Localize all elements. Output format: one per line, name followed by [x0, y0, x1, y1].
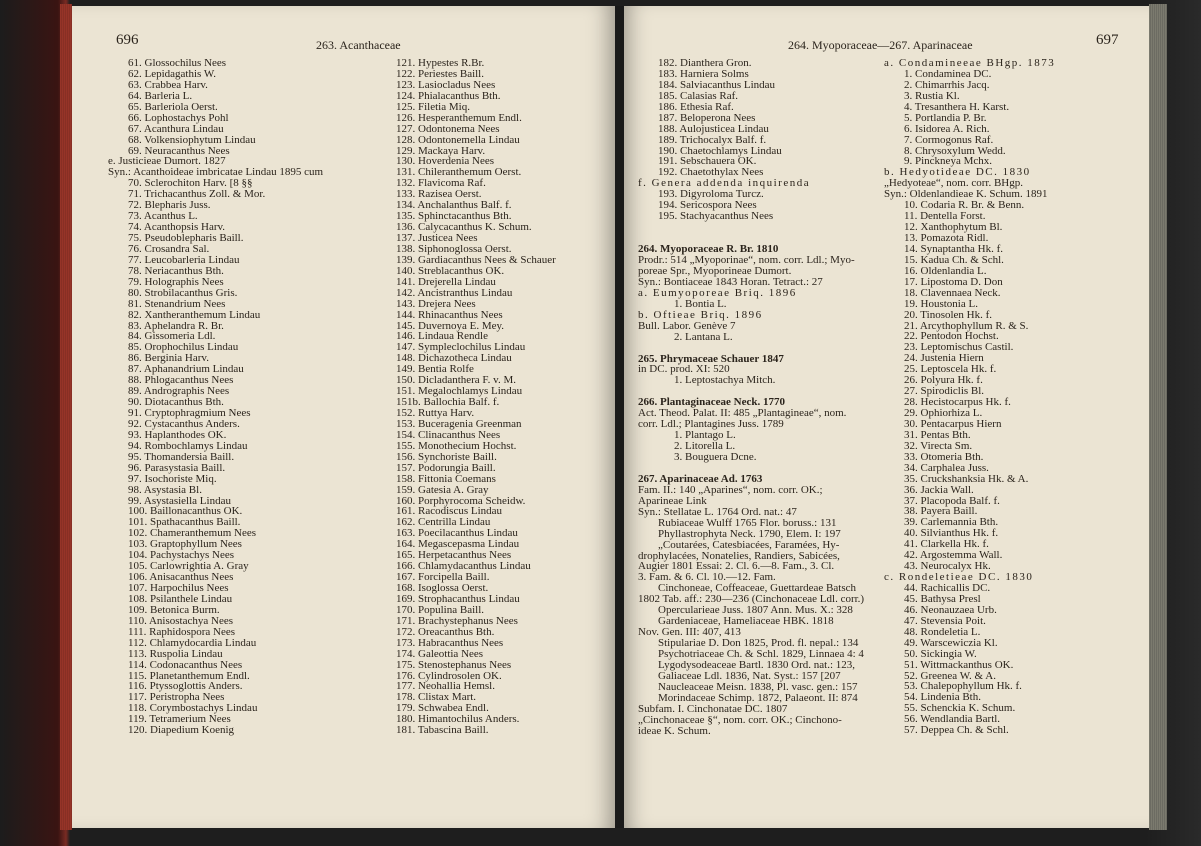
- list-entry: 126. Hesperanthemum Endl.: [396, 111, 522, 124]
- list-entry: Bull. Labor. Genève 7: [638, 319, 736, 332]
- list-entry: 177. Neohallia Hemsl.: [396, 680, 495, 693]
- list-entry: 141. Drejerella Lindau: [396, 275, 496, 288]
- list-entry: Psychotriaceae Ch. & Schl. 1829, Linnaea 4: 4: [658, 647, 864, 660]
- list-entry: 72. Blepharis Juss.: [128, 199, 211, 212]
- family-heading: 266. Plantaginaceae Neck. 1770: [638, 396, 785, 409]
- list-entry: 29. Ophiorhiza L.: [904, 407, 983, 419]
- page-number: 696: [116, 32, 139, 48]
- section-heading: a. Eumyoporeae Briq. 1896: [638, 286, 797, 299]
- list-entry: 153. Buceragenia Greenman: [396, 417, 522, 430]
- list-entry: 102. Chameranthemum Nees: [128, 527, 256, 540]
- list-entry: 39. Carlemannia Bth.: [904, 516, 999, 529]
- list-entry: 168. Isoglossa Oerst.: [396, 582, 489, 594]
- list-entry: 97. Isochoriste Miq.: [128, 472, 217, 485]
- list-entry: 167. Forcipella Baill.: [396, 571, 490, 584]
- list-entry: 166. Chlamydacanthus Lindau: [396, 560, 531, 573]
- list-entry: 27. Spirodiclis Bl.: [904, 385, 985, 398]
- list-entry: 154. Clinacanthus Nees: [396, 428, 501, 441]
- list-entry: 69. Neuracanthus Nees: [128, 144, 230, 157]
- list-entry: 162. Centrilla Lindau: [396, 516, 491, 529]
- list-entry: 146. Lindaua Rendle: [396, 330, 488, 343]
- family-heading: 265. Phrymaceae Schauer 1847: [638, 352, 784, 365]
- list-entry: 157. Podorungia Baill.: [396, 461, 496, 474]
- list-entry: 77. Leucobarleria Lindau: [128, 253, 240, 266]
- list-entry: 136. Calycacanthus K. Schum.: [396, 221, 532, 234]
- list-entry: 165. Herpetacanthus Nees: [396, 549, 512, 562]
- list-entry: 178. Clistax Mart.: [396, 691, 477, 704]
- list-entry: 50. Sickingia W.: [904, 647, 977, 660]
- list-entry: 186. Ethesia Raf.: [658, 100, 734, 113]
- text-column-2: [884, 58, 1146, 736]
- list-entry: 83. Aphelandra R. Br.: [128, 319, 224, 332]
- list-entry: Nov. Gen. III: 407, 413: [638, 626, 741, 639]
- list-entry: 53. Chalepophyllum Hk. f.: [904, 680, 1022, 693]
- list-entry: 121. Hypestes R.Br.: [396, 57, 485, 69]
- list-entry: 106. Anisacanthus Nees: [128, 571, 234, 584]
- list-entry: 17. Lipostoma D. Don: [904, 275, 1003, 288]
- list-entry: 21. Arcythophyllum R. & S.: [904, 319, 1029, 332]
- list-entry: 183. Harniera Solms: [658, 67, 749, 80]
- list-entry: 44. Rachicallis DC.: [904, 582, 991, 594]
- list-entry: 172. Oreacanthus Bth.: [396, 625, 495, 638]
- list-entry: in DC. prod. XI: 520: [638, 363, 730, 376]
- list-entry: 101. Spathacanthus Baill.: [128, 516, 241, 529]
- list-entry: 25. Leptoscela Hk. f.: [904, 363, 997, 376]
- list-entry: 62. Lepidagathis W.: [128, 67, 216, 80]
- list-entry: Lygodysodeaceae Bartl. 1830 Ord. nat.: 123,: [658, 658, 856, 671]
- list-entry: 3. Rustia Kl.: [904, 89, 960, 102]
- list-entry: 143. Drejera Nees: [396, 297, 476, 310]
- list-entry: 65. Barleriola Oerst.: [128, 100, 218, 113]
- list-entry: 88. Phlogacanthus Nees: [128, 374, 234, 387]
- list-entry: 4. Tresanthera H. Karst.: [904, 100, 1010, 113]
- list-entry: 19. Houstonia L.: [904, 297, 978, 310]
- list-entry: 47. Stevensia Poit.: [904, 614, 986, 627]
- list-entry: 66. Lophostachys Pohl: [128, 111, 229, 124]
- list-entry: 155. Monothecium Hochst.: [396, 439, 517, 452]
- text-column-1: [638, 58, 884, 736]
- list-entry: 10. Codaria R. Br. & Benn.: [904, 199, 1025, 212]
- list-entry: 3. Fam. & 6. Cl. 10.—12. Fam.: [638, 571, 776, 584]
- list-entry: 75. Pseudoblepharis Baill.: [128, 232, 244, 244]
- list-entry: 140. Streblacanthus OK.: [396, 264, 505, 277]
- list-entry: 134. Anchalanthus Balf. f.: [396, 199, 512, 212]
- list-entry: 34. Carphalea Juss.: [904, 461, 989, 474]
- running-head: 263. Acanthaceae: [316, 38, 401, 52]
- list-entry: 128. Odontonemella Lindau: [396, 133, 520, 146]
- list-entry: 108. Psilanthele Lindau: [128, 592, 233, 605]
- list-entry: 1. Bontia L.: [674, 297, 727, 310]
- list-entry: 70. Sclerochiton Harv. [8 §§: [128, 177, 253, 190]
- list-entry: 176. Cylindrosolen OK.: [396, 669, 502, 682]
- running-head: 264. Myoporaceae—267. Aparinaceae: [788, 38, 973, 52]
- list-entry: 48. Rondeletia L.: [904, 625, 981, 638]
- list-entry: 11. Dentella Forst.: [904, 210, 986, 223]
- list-entry: 191. Sebschauera OK.: [658, 155, 757, 168]
- list-entry: Opercularieae Juss. 1807 Ann. Mus. X.: 328: [658, 604, 853, 617]
- list-entry: 46. Neonauzaea Urb.: [904, 603, 997, 616]
- list-entry: 61. Glossochilus Nees: [128, 57, 227, 69]
- list-entry: 68. Volkensiophytum Lindau: [128, 133, 256, 146]
- list-entry: 195. Stachyacanthus Nees: [658, 210, 774, 223]
- list-entry: 180. Himantochilus Anders.: [396, 713, 520, 726]
- list-entry: 194. Sericospora Nees: [658, 199, 757, 212]
- list-entry: 135. Sphinctacanthus Bth.: [396, 210, 512, 223]
- list-entry: 139. Gardiacanthus Nees & Schauer: [396, 253, 556, 266]
- list-entry: 156. Synchoriste Baill.: [396, 450, 497, 463]
- section-heading: b. Oftieae Briq. 1896: [638, 308, 763, 321]
- list-entry: 159. Gatesia A. Gray: [396, 483, 489, 496]
- list-entry: 7. Cormogonus Raf.: [904, 133, 994, 146]
- list-entry: ideae K. Schum.: [638, 724, 711, 737]
- list-entry: 56. Wendlandia Bartl.: [904, 713, 1001, 726]
- list-entry: 169. Strophacanthus Lindau: [396, 592, 520, 605]
- list-entry: 1. Plantago L.: [674, 429, 736, 442]
- list-entry: 51. Wittmackanthus OK.: [904, 658, 1014, 671]
- list-entry: 163. Poecilacanthus Lindau: [396, 527, 518, 540]
- list-entry: Act. Theod. Palat. II: 485 „Plantagineae“, nom.: [638, 407, 847, 420]
- list-entry: 118. Corymbostachys Lindau: [128, 702, 258, 715]
- list-entry: 129. Mackaya Harv.: [396, 144, 486, 157]
- list-entry: 99. Asystasiella Lindau: [128, 494, 231, 507]
- list-entry: 109. Betonica Burm.: [128, 603, 220, 616]
- list-entry: Syn.: Oldenlandieae K. Schum. 1891: [884, 188, 1048, 201]
- list-entry: e. Justicieae Dumort. 1827: [108, 155, 226, 168]
- list-entry: 122. Periestes Baill.: [396, 67, 484, 80]
- list-entry: 112. Chlamydocardia Lindau: [128, 636, 257, 649]
- text-column-2: [376, 58, 612, 736]
- list-entry: 142. Ancistranthus Lindau: [396, 286, 513, 299]
- list-entry: 18. Clavennaea Neck.: [904, 286, 1001, 299]
- list-entry: 133. Razisea Oerst.: [396, 188, 482, 201]
- list-entry: 104. Pachystachys Nees: [128, 549, 235, 562]
- section-heading: b. Hedyotideae DC. 1830: [884, 166, 1031, 179]
- list-entry: 36. Jackia Wall.: [904, 483, 974, 496]
- list-entry: 41. Clarkella Hk. f.: [904, 538, 989, 551]
- list-entry: Cinchoneae, Coffeaceae, Guettardeae Batsch: [658, 582, 856, 595]
- list-entry: 80. Strobilacanthus Gris.: [128, 286, 238, 299]
- list-entry: 2. Litorella L.: [674, 440, 736, 453]
- list-entry: 85. Orophochilus Lindau: [128, 341, 239, 354]
- list-entry: 151. Megalochlamys Lindau: [396, 385, 523, 398]
- list-entry: 179. Schwabea Endl.: [396, 702, 489, 715]
- list-entry: 86. Berginia Harv.: [128, 352, 209, 365]
- list-entry: 2. Chimarrhis Jacq.: [904, 78, 990, 91]
- page-edges-right: [1149, 4, 1167, 830]
- list-entry: 76. Crosandra Sal.: [128, 242, 210, 255]
- list-entry: 92. Cystacanthus Anders.: [128, 417, 240, 430]
- list-entry: 113. Ruspolia Lindau: [128, 647, 223, 660]
- list-entry: 35. Cruckshanksia Hk. & A.: [904, 472, 1029, 485]
- list-entry: 150. Dicladanthera F. v. M.: [396, 374, 516, 387]
- list-entry: 74. Acanthopsis Harv.: [128, 221, 226, 234]
- list-entry: 67. Acanthura Lindau: [128, 122, 224, 135]
- list-entry: 42. Argostemma Wall.: [904, 549, 1003, 562]
- list-entry: 33. Otomeria Bth.: [904, 450, 984, 463]
- list-entry: 52. Greenea W. & A.: [904, 669, 996, 682]
- list-entry: 130. Hoverdenia Nees: [396, 155, 495, 168]
- list-entry: 103. Graptophyllum Nees: [128, 538, 242, 551]
- list-entry: 15. Kadua Ch. & Schl.: [904, 253, 1004, 266]
- list-entry: Prodr.: 514 „Myoporinae“, nom. corr. Ldl.; Myo-: [638, 254, 855, 266]
- list-entry: 173. Habracanthus Nees: [396, 636, 504, 649]
- list-entry: 6. Isidorea A. Rich.: [904, 122, 990, 135]
- list-entry: 160. Porphyrocoma Scheidw.: [396, 494, 526, 507]
- book-gutter: [615, 6, 624, 828]
- list-entry: 84. Gissomeria Ldl.: [128, 330, 216, 343]
- list-entry: 152. Ruttya Harv.: [396, 407, 475, 419]
- list-entry: 116. Ptyssoglottis Anders.: [128, 680, 243, 693]
- spacer: [638, 222, 884, 233]
- list-entry: 105. Carlowrightia A. Gray: [128, 560, 249, 573]
- list-entry: drophylacées, Nonatelies, Randiers, Sabicées,: [638, 549, 840, 562]
- list-entry: 93. Haplanthodes OK.: [128, 428, 227, 441]
- family-heading: 267. Aparinaceae Ad. 1763: [638, 472, 763, 485]
- list-entry: 120. Diapedium Koenig: [128, 724, 235, 737]
- list-entry: 16. Oldenlandia L.: [904, 264, 987, 277]
- list-entry: poreae Spr., Myoporineae Dumort.: [638, 264, 792, 277]
- list-entry: 91. Cryptophragmium Nees: [128, 407, 251, 419]
- list-entry: 43. Neurocalyx Hk.: [904, 560, 991, 573]
- list-entry: 184. Salviacanthus Lindau: [658, 78, 776, 91]
- list-entry: 175. Stenostephanus Nees: [396, 658, 512, 671]
- list-entry: 64. Barleria L.: [128, 89, 193, 102]
- page-number: 697: [1096, 32, 1119, 48]
- list-entry: 147. Sympleclochilus Lindau: [396, 341, 526, 354]
- list-entry: 1. Leptostachya Mitch.: [674, 374, 776, 387]
- list-entry: „Coutarées, Catesbiacées, Faramées, Hy-: [658, 538, 840, 551]
- list-entry: 1. Condaminea DC.: [904, 67, 992, 80]
- list-entry: 100. Baillonacanthus OK.: [128, 505, 243, 518]
- list-entry: 45. Bathysa Presl: [904, 592, 981, 605]
- list-entry: 190. Chaetochlamys Lindau: [658, 144, 782, 157]
- list-entry: 124. Phialacanthus Bth.: [396, 89, 501, 102]
- list-entry: 192. Chaetothylax Nees: [658, 166, 764, 179]
- list-entry: 131. Chileranthemum Oerst.: [396, 166, 522, 179]
- list-entry: 174. Galeottia Nees: [396, 647, 484, 660]
- list-entry: Augier 1801 Essai: 2. Cl. 6.—8. Fam., 3. Cl.: [638, 560, 835, 573]
- list-entry: 170. Populina Baill.: [396, 603, 484, 616]
- list-entry: 63. Crabbea Harv.: [128, 78, 208, 91]
- list-entry: Morindaceae Schimp. 1872, Palaeont. II: 874: [658, 691, 858, 704]
- list-entry: 5. Portlandia P. Br.: [904, 111, 987, 124]
- list-entry: Galiaceae Ldl. 1836, Nat. Syst.: 157 [207: [658, 669, 841, 682]
- list-entry: 32. Virecta Sm.: [904, 439, 973, 452]
- list-entry: 107. Harpochilus Nees: [128, 582, 229, 594]
- section-heading: c. Rondeletieae DC. 1830: [884, 571, 1034, 584]
- list-entry: Fam. II.: 140 „Aparines“, nom. corr. OK.;: [638, 483, 823, 496]
- list-entry: 189. Trichocalyx Balf. f.: [658, 133, 767, 146]
- list-entry: 187. Beloperona Nees: [658, 111, 756, 124]
- list-entry: 171. Brachystephanus Nees: [396, 614, 518, 627]
- list-entry: 3. Bouguera Dcne.: [674, 451, 757, 463]
- list-entry: Naucleaceae Meisn. 1838, Pl. vasc. gen.: 157: [658, 680, 858, 693]
- list-entry: 188. Aulojusticea Lindau: [658, 122, 769, 135]
- section-heading: f. Genera addenda inquirenda: [638, 177, 811, 190]
- list-entry: 87. Aphanandrium Lindau: [128, 363, 244, 376]
- list-entry: 127. Odontonema Nees: [396, 122, 500, 135]
- list-entry: 185. Calasias Raf.: [658, 89, 739, 102]
- list-entry: 82. Xantheranthemum Lindau: [128, 308, 261, 321]
- list-entry: 137. Justicea Nees: [396, 232, 478, 244]
- list-entry: 81. Stenandrium Nees: [128, 297, 226, 310]
- list-entry: 193. Digyroloma Turcz.: [658, 188, 764, 201]
- list-entry: 8. Chrysoxylum Wedd.: [904, 144, 1006, 157]
- list-entry: 151b. Ballochia Balf. f.: [396, 396, 500, 409]
- list-entry: 149. Bentia Rolfe: [396, 363, 474, 376]
- list-entry: 49. Warscewiczia Kl.: [904, 636, 998, 649]
- list-entry: 20. Tinosolen Hk. f.: [904, 308, 993, 321]
- list-entry: 73. Acanthus L.: [128, 210, 198, 223]
- list-entry: Syn.: Bontiaceae 1843 Horan. Tetract.: 27: [638, 275, 823, 288]
- list-entry: „Hedyoteae“, nom. corr. BHgp.: [884, 177, 1023, 190]
- list-entry: Syn.: Acanthoideae imbricatae Lindau 1895 cum: [108, 166, 324, 179]
- list-entry: Phyllastrophyta Neck. 1790, Elem. I: 197: [658, 527, 841, 540]
- list-entry: 164. Megascepasma Lindau: [396, 538, 520, 551]
- list-entry: 71. Trichacanthus Zoll. & Mor.: [128, 188, 266, 201]
- list-entry: 132. Flavicoma Raf.: [396, 177, 486, 190]
- list-entry: 95. Thomandersia Baill.: [128, 450, 235, 463]
- list-entry: 55. Schenckia K. Schum.: [904, 702, 1016, 715]
- list-entry: 158. Fittonia Coemans: [396, 472, 496, 485]
- left-page: [72, 6, 615, 828]
- section-heading: a. Condamineeae BHgp. 1873: [884, 57, 1056, 69]
- list-entry: 30. Pentacarpus Hiern: [904, 417, 1002, 430]
- family-heading: 264. Myoporaceae R. Br. 1810: [638, 243, 779, 256]
- list-entry: 148. Dichazotheca Lindau: [396, 352, 512, 365]
- list-entry: 9. Pinckneya Mchx.: [904, 155, 992, 168]
- list-entry: 28. Hecistocarpus Hk. f.: [904, 396, 1011, 409]
- list-entry: 94. Rombochlamys Lindau: [128, 439, 248, 452]
- right-page: [624, 6, 1149, 828]
- list-entry: 26. Polyura Hk. f.: [904, 374, 983, 387]
- list-entry: 115. Planetanthemum Endl.: [128, 669, 250, 682]
- list-entry: Syn.: Stellatae L. 1764 Ord. nat.: 47: [638, 505, 797, 518]
- list-entry: „Cinchonaceae §“, nom. corr. OK.; Cinchono-: [638, 713, 842, 726]
- list-entry: 119. Tetramerium Nees: [128, 713, 231, 726]
- list-entry: 161. Racodiscus Lindau: [396, 505, 503, 518]
- list-entry: 1802 Tab. aff.: 230—236 (Cinchonaceae Ldl. corr.): [638, 593, 865, 606]
- list-entry: 181. Tabascina Baill.: [396, 724, 489, 737]
- list-entry: 2. Lantana L.: [674, 330, 733, 343]
- list-entry: 13. Pomazota Ridl.: [904, 232, 989, 244]
- list-entry: Aparineae Link: [638, 494, 707, 507]
- list-entry: 96. Parasystasia Baill.: [128, 461, 226, 474]
- list-entry: 89. Andrographis Nees: [128, 385, 230, 398]
- list-entry: 14. Synaptantha Hk. f.: [904, 242, 1003, 255]
- list-entry: Rubiaceae Wulff 1765 Flor. boruss.: 131: [658, 516, 837, 529]
- list-entry: 57. Deppea Ch. & Schl.: [904, 724, 1009, 737]
- list-entry: 40. Silvianthus Hk. f.: [904, 527, 999, 540]
- list-entry: 24. Justenia Hiern: [904, 352, 984, 365]
- list-entry: 117. Peristropha Nees: [128, 691, 225, 704]
- list-entry: 31. Pentas Bth.: [904, 428, 971, 441]
- list-entry: 22. Pentodon Hochst.: [904, 330, 999, 343]
- subfamily-heading: Subfam. I. Cinchonatae DC. 1807: [638, 702, 788, 715]
- list-entry: 12. Xanthophytum Bl.: [904, 221, 1003, 234]
- list-entry: 123. Lasiocladus Nees: [396, 78, 496, 91]
- page-edges-left: [60, 4, 72, 830]
- text-column-1: [108, 58, 374, 736]
- list-entry: 111. Raphidospora Nees: [128, 625, 236, 638]
- list-entry: 98. Asystasia Bl.: [128, 483, 202, 496]
- list-entry: 79. Holographis Nees: [128, 275, 224, 288]
- list-entry: 23. Leptomischus Castil.: [904, 341, 1014, 354]
- list-entry: 125. Filetia Miq.: [396, 100, 470, 113]
- spacer: [638, 343, 884, 354]
- list-entry: 182. Dianthera Gron.: [658, 57, 752, 69]
- list-entry: 38. Payera Baill.: [904, 505, 978, 518]
- list-entry: 37. Placopoda Balf. f.: [904, 494, 1000, 507]
- list-entry: 90. Diotacanthus Bth.: [128, 396, 224, 409]
- list-entry: 54. Lindenia Bth.: [904, 691, 981, 704]
- list-entry: 145. Duvernoya E. Mey.: [396, 319, 505, 332]
- list-entry: Gardeniaceae, Hameliaceae HBK. 1818: [658, 615, 834, 628]
- list-entry: 144. Rhinacanthus Nees: [396, 308, 503, 321]
- list-entry: 114. Codonacanthus Nees: [128, 658, 243, 671]
- list-entry: 110. Anisostachya Nees: [128, 614, 233, 627]
- list-entry: Stipulariae D. Don 1825, Prod. fl. nepal.: 134: [658, 637, 859, 649]
- list-entry: 78. Neriacanthus Bth.: [128, 264, 224, 277]
- list-entry: corr. Ldl.; Plantagines Juss. 1789: [638, 418, 784, 431]
- list-entry: 138. Siphonoglossa Oerst.: [396, 242, 512, 255]
